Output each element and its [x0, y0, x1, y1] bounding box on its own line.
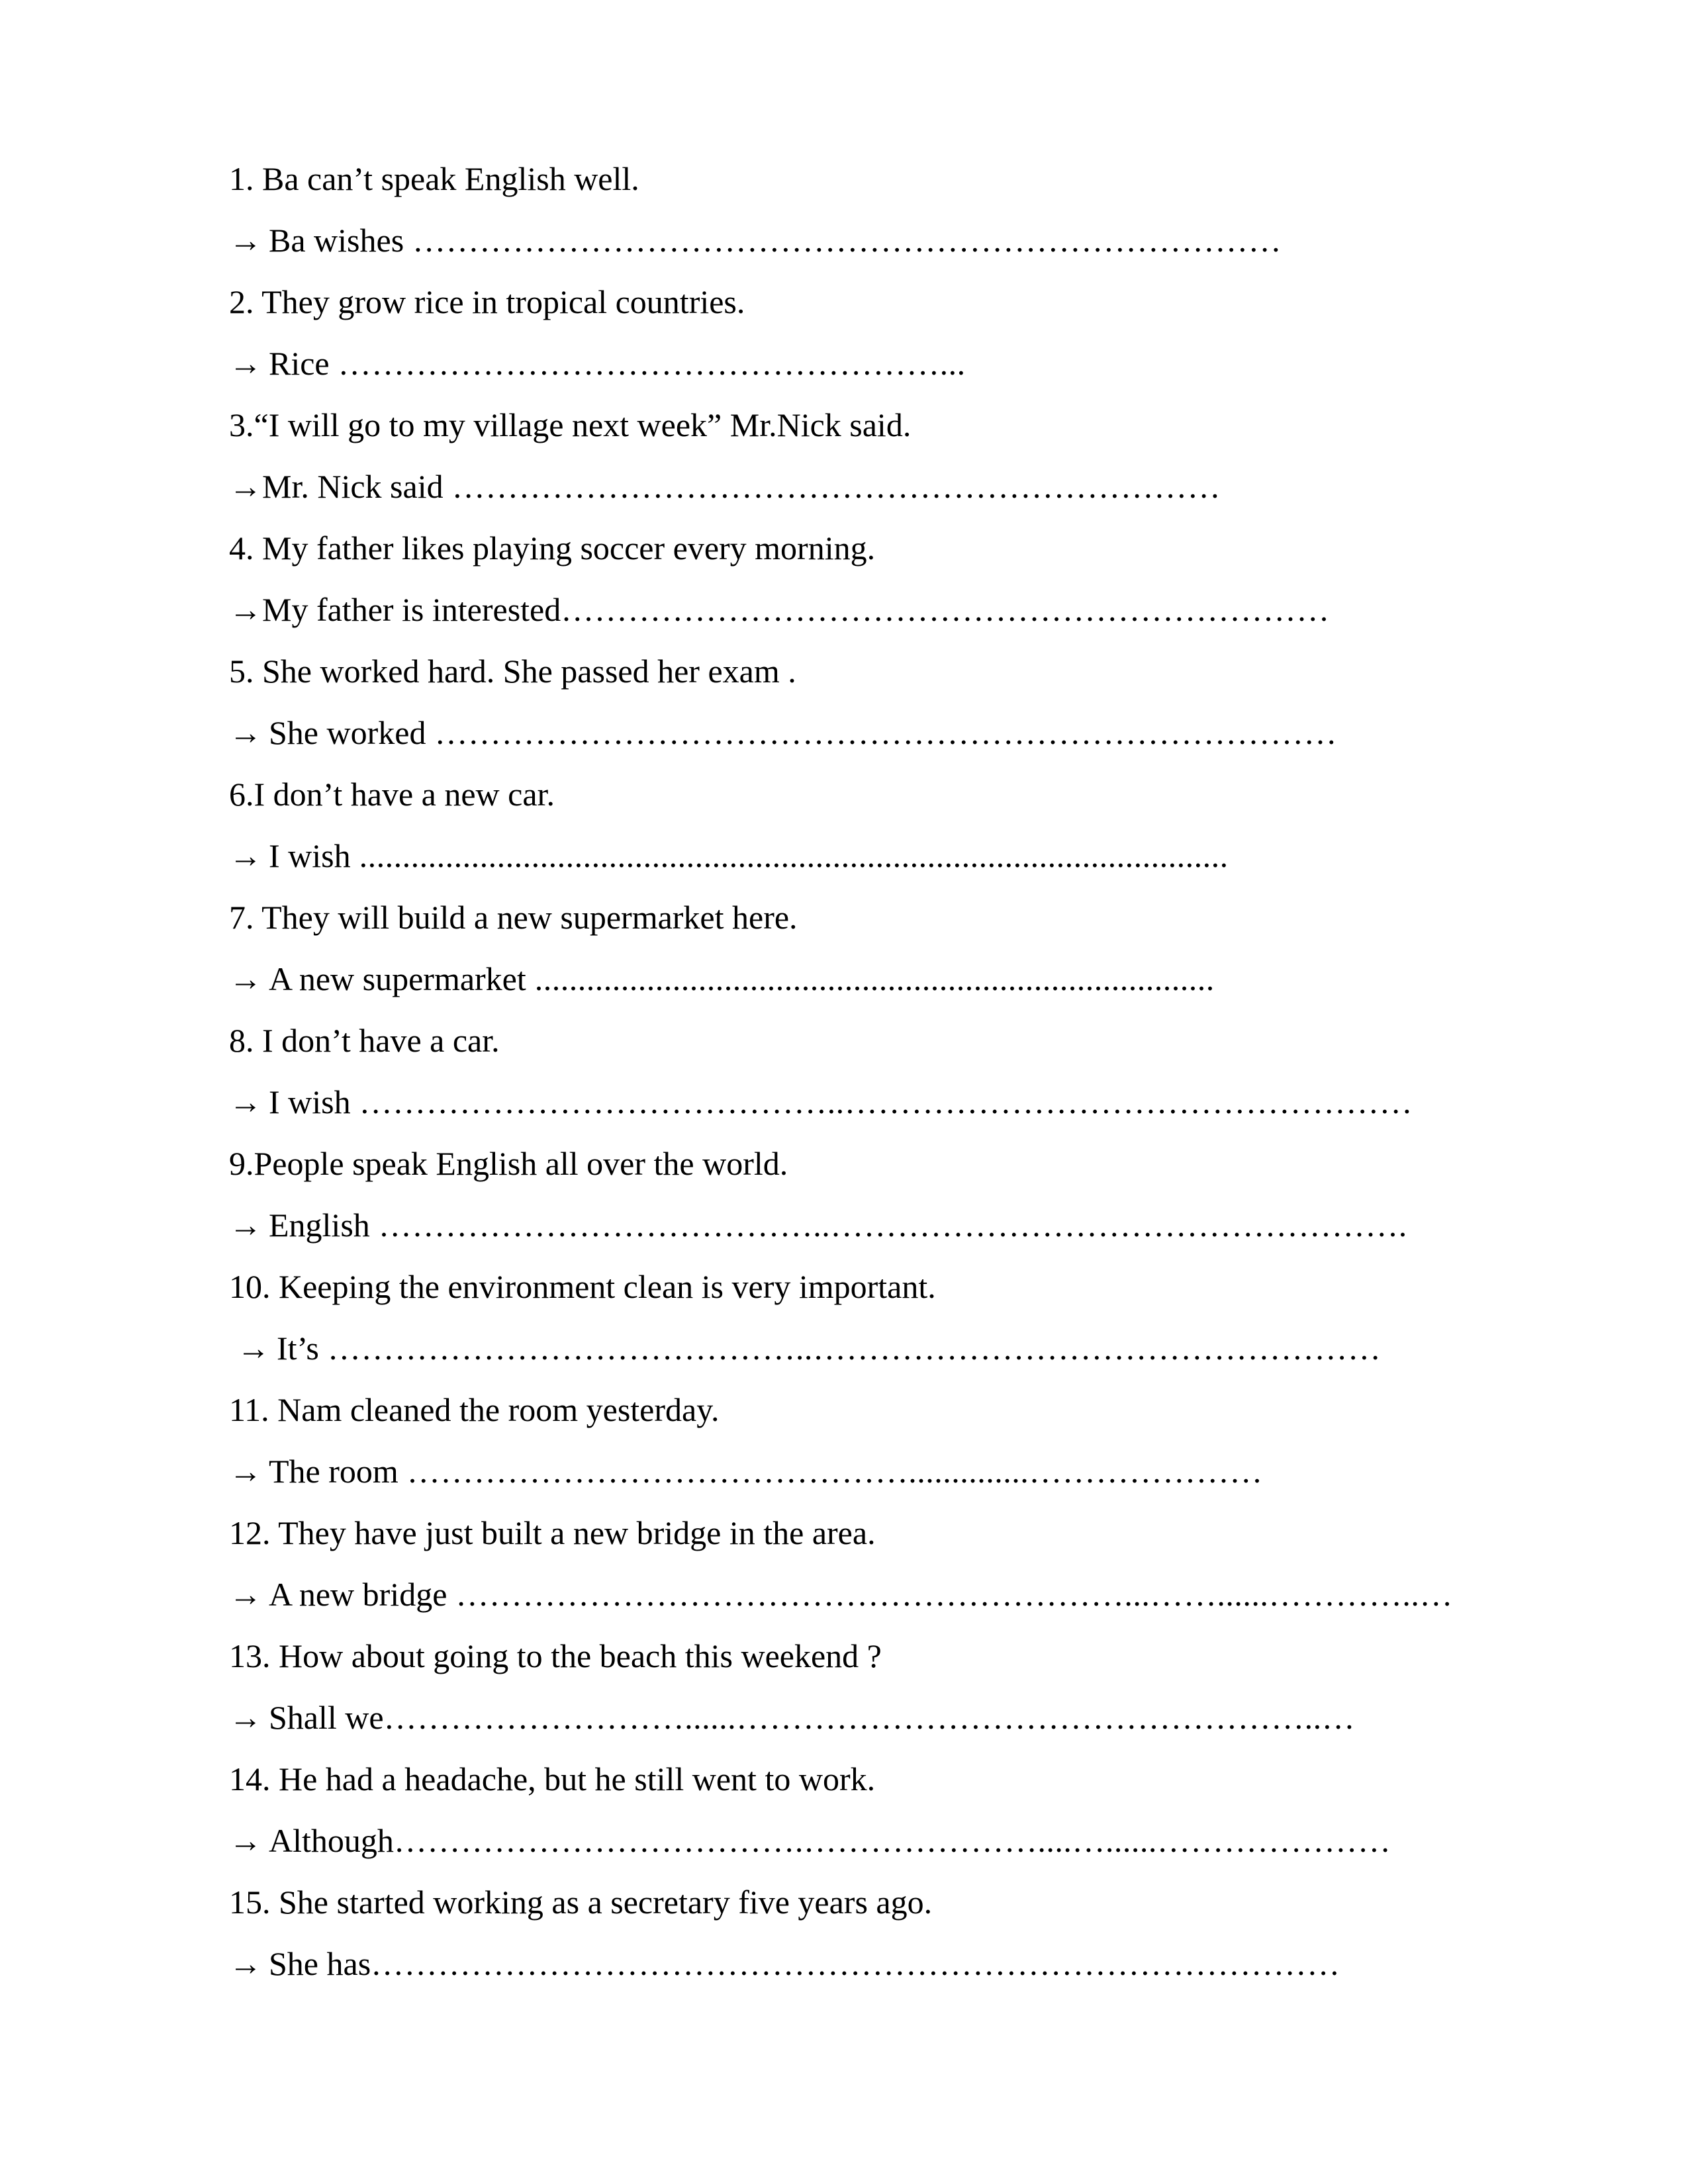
- arrow-icon: →: [229, 837, 262, 874]
- answer-blank: ……………………………………………………………………: [404, 222, 1282, 259]
- exercise-item: [229, 148, 1520, 271]
- answer-start: She has: [269, 1945, 371, 1982]
- arrow-icon: →: [229, 1206, 262, 1244]
- answer-blank: .....................................................................................................: [350, 837, 1229, 874]
- exercise-prompt: 13. How about going to the beach this weekend ?: [229, 1637, 882, 1674]
- exercise-item: [229, 764, 1520, 887]
- exercise-prompt: 9.People speak English all over the world.: [229, 1145, 788, 1182]
- answer-blank: ………………………………………..............…………………: [398, 1453, 1263, 1490]
- answer-start: It’s: [277, 1330, 319, 1367]
- exercise-prompt: 7. They will build a new supermarket here.: [229, 899, 798, 936]
- answer-blank: ……………………………………………………………: [443, 468, 1221, 505]
- answer-line: [229, 1810, 1520, 1872]
- answer-start: Rice: [269, 345, 330, 382]
- arrow-icon: →: [237, 1330, 270, 1367]
- exercise-prompt: 1. Ba can’t speak English well.: [229, 160, 639, 197]
- arrow-icon: →: [229, 1083, 262, 1120]
- exercise-prompt: 11. Nam cleaned the room yesterday.: [229, 1391, 720, 1428]
- answer-line: [229, 1071, 1520, 1133]
- answer-line: [229, 1933, 1520, 1995]
- answer-blank: ……………………………………………………...……......…………..…: [447, 1576, 1453, 1613]
- arrow-icon: →: [229, 714, 262, 751]
- answer-start: The room: [269, 1453, 399, 1490]
- arrow-icon: →: [229, 1945, 262, 1982]
- exercise-prompt: 4. My father likes playing soccer every morning.: [229, 529, 876, 567]
- exercise-item: [229, 1256, 1520, 1379]
- answer-blank: ………………………………………………...: [329, 345, 966, 382]
- exercise-prompt: 10. Keeping the environment clean is very important.: [229, 1268, 936, 1305]
- exercise-item: [229, 641, 1520, 764]
- exercise-item: [229, 394, 1520, 518]
- answer-start: She worked: [269, 714, 426, 751]
- arrow-icon: →: [229, 1576, 262, 1613]
- answer-start: Although: [269, 1822, 394, 1859]
- answer-line: [229, 1687, 1520, 1749]
- answer-blank: ………………………......……………………………………………..…: [383, 1699, 1356, 1736]
- arrow-icon: →: [229, 1822, 262, 1859]
- answer-line: [229, 579, 1520, 641]
- exercise-prompt: 6.I don’t have a new car.: [229, 776, 555, 813]
- answer-start: English: [269, 1206, 370, 1244]
- arrow-icon: →: [229, 591, 262, 628]
- answer-line: [229, 1195, 1520, 1256]
- answer-start: A new bridge: [269, 1576, 447, 1613]
- answer-blank: ……………………………………..……………………………………………: [350, 1083, 1413, 1120]
- answer-line: [229, 825, 1520, 887]
- arrow-icon: →: [229, 222, 262, 259]
- exercise-prompt: 15. She started working as a secretary five years ago.: [229, 1884, 933, 1921]
- exercise-item: [229, 1872, 1520, 1995]
- answer-line: [229, 1564, 1520, 1625]
- answer-start: I wish: [269, 837, 351, 874]
- arrow-icon: →: [229, 1699, 262, 1736]
- answer-start: A new supermarket: [269, 960, 526, 997]
- exercise-item: [229, 1502, 1520, 1625]
- exercise-prompt: 8. I don’t have a car.: [229, 1022, 500, 1059]
- exercise-item: [229, 518, 1520, 641]
- exercise-prompt: 5. She worked hard. She passed her exam .: [229, 653, 796, 690]
- answer-blank: …………………………………..…………………………………………….: [369, 1206, 1407, 1244]
- answer-blank: ………………………………………………………………………: [426, 714, 1337, 751]
- exercise-item: [229, 1133, 1520, 1256]
- exercise-item: [229, 887, 1520, 1010]
- answer-blank: ……………………………………………………………: [561, 591, 1330, 628]
- answer-start: I wish: [269, 1083, 351, 1120]
- exercise-prompt: 14. He had a headache, but he still went to work.: [229, 1760, 876, 1797]
- answer-line: [229, 1441, 1520, 1502]
- exercise-item: [229, 1625, 1520, 1749]
- exercise-prompt: 3.“I will go to my village next week” Mr.Nick said.: [229, 406, 912, 443]
- answer-line: [229, 1318, 1520, 1379]
- exercise-item: [229, 1749, 1520, 1872]
- exercise-list: [229, 148, 1520, 1995]
- exercise-prompt: 12. They have just built a new bridge in the area.: [229, 1514, 876, 1551]
- arrow-icon: →: [229, 960, 262, 997]
- answer-start: Ba wishes: [269, 222, 404, 259]
- answer-start: My father is interested: [262, 591, 561, 628]
- answer-blank: ……………………………….…………………....…......…………………: [393, 1822, 1391, 1859]
- answer-start: Shall we: [269, 1699, 384, 1736]
- answer-line: [229, 333, 1520, 394]
- answer-start: Mr. Nick said: [262, 468, 444, 505]
- arrow-icon: →: [229, 345, 262, 382]
- exercise-prompt: 2. They grow rice in tropical countries.: [229, 283, 745, 320]
- arrow-icon: →: [229, 468, 262, 505]
- exercise-item: [229, 1379, 1520, 1502]
- answer-line: [229, 456, 1520, 518]
- answer-blank: ...............................................................................: [526, 960, 1215, 997]
- answer-line: [229, 948, 1520, 1010]
- exercise-item: [229, 1010, 1520, 1133]
- answer-line: [229, 210, 1520, 271]
- answer-blank: ……………………………………..……………………………………………: [318, 1330, 1382, 1367]
- answer-line: [229, 702, 1520, 764]
- answer-blank: ……………………………………………………………………………: [371, 1945, 1340, 1982]
- arrow-icon: →: [229, 1453, 262, 1490]
- exercise-item: [229, 271, 1520, 394]
